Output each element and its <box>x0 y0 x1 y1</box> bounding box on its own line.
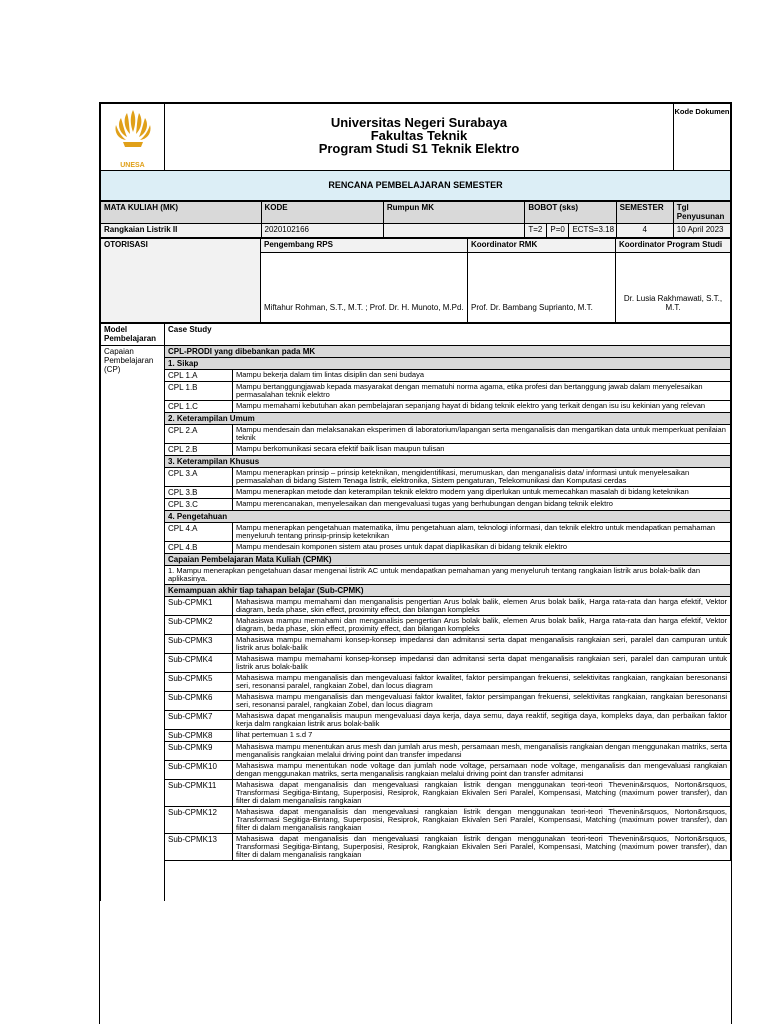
course-name: Rangkaian Listrik II <box>101 224 262 238</box>
item-code: CPL 1.A <box>165 370 233 382</box>
item-code: CPL 3.B <box>165 487 233 499</box>
item-code: Sub-CPMK7 <box>165 711 233 730</box>
subcpmk-row <box>101 742 731 761</box>
item-text: Mahasiswa dapat menganalisis dan mengevaluasi rangkaian listrik dengan menggunakan teori-teori Thevenin&rsquos, Norton&rsquos, Transformasi Segitiga-Bintang, Superposisi, Resiprok, Rangkaian Ekivalen Seri Paralel, Kompensasi, Matching (maximum power transfer), dan filter di dalam menganalisis rangkaian <box>233 834 731 861</box>
unesa-logo <box>101 104 165 171</box>
course-t: T=2 <box>525 224 547 238</box>
item-code: Sub-CPMK13 <box>165 834 233 861</box>
cpl-row <box>101 382 731 401</box>
item-text: Mampu merencanakan, menyelesaikan dan mengevaluasi tugas yang berhubungan dengan bidang teknik elektro <box>233 499 731 511</box>
cpl-row <box>101 370 731 382</box>
item-text: lihat pertemuan 1 s.d 7 <box>233 730 731 742</box>
item-code: Sub-CPMK8 <box>165 730 233 742</box>
document-header <box>100 103 731 201</box>
semester-header: SEMESTER <box>616 202 673 224</box>
model-label: Model Pembelajaran <box>101 324 165 346</box>
cpl-row <box>101 444 731 456</box>
kaprodi-name: Dr. Lusia Rakhmawati, S.T., M.T. <box>616 253 731 323</box>
cpl-group-heading: 1. Sikap <box>165 358 731 370</box>
subcpmk-row <box>101 654 731 673</box>
item-code: Sub-CPMK10 <box>165 761 233 780</box>
item-text: Mampu bertanggungjawab kepada masyarakat dengan mematuhi norma agama, etika profesi dan bertanggung jawab dalam menyelesaikan permasalahan teknik elektro <box>233 382 731 401</box>
university-name: Universitas Negeri Surabaya <box>330 115 508 130</box>
course-code: 2020102166 <box>261 224 383 238</box>
pengembang-name: Miftahur Rohman, S.T., M.T. ; Prof. Dr. H. Munoto, M.Pd. <box>261 253 468 323</box>
item-text: Mahasiswa dapat menganalisis dan mengevaluasi rangkaian listrik dengan menggunakan teori-teori Thevenin&rsquos, Norton&rsquos, Transformasi Segitiga-Bintang, Superposisi, Resiprok, Rangkaian Ekivalen Seri Paralel, Kompensasi, Matching (maximum power transfer), dan filter di dalam menganalisis rangkaian <box>233 807 731 834</box>
cpl-row <box>101 523 731 542</box>
item-code: CPL 3.A <box>165 468 233 487</box>
item-code: CPL 1.C <box>165 401 233 413</box>
item-code: CPL 1.B <box>165 382 233 401</box>
cpl-row <box>101 468 731 487</box>
subcpmk-row <box>101 834 731 861</box>
item-code: Sub-CPMK5 <box>165 673 233 692</box>
cpl-group-heading: 4. Pengetahuan <box>165 511 731 523</box>
course-ects: ECTS=3.18 <box>569 224 616 238</box>
otorisasi-table <box>100 238 731 323</box>
subcpmk-row <box>101 780 731 807</box>
rumpun-header: Rumpun MK <box>383 202 524 224</box>
course-semester: 4 <box>616 224 673 238</box>
item-text: Mahasiswa mampu memahami dan menganalisis pengertian Arus bolak balik, elemen Arus bolak balik, Harga rata-rata dan harga efektif, Vektor diagram, beda phase, skin effect, proximity effect, dan bilangan kompleks <box>233 616 731 635</box>
item-text: Mahasiswa dapat menganalisis dan mengevaluasi rangkaian listrik dengan menggunakan teori-teori Thevenin&rsquos, Norton&rsquos, Transformasi Segitiga-Bintang, Superposisi, Resiprok, Rangkaian Ekivalen Seri Paralel, Kompensasi, Matching (maximum power transfer), dan filter di dalam menganalisis rangkaian <box>233 780 731 807</box>
item-text: Mahasiswa mampu memahami dan menganalisis pengertian Arus bolak balik, elemen Arus bolak balik, Harga rata-rata dan harga efektif, Vektor diagram, beda phase, skin effect, proximity effect, dan bilangan kompleks <box>233 597 731 616</box>
item-code: Sub-CPMK3 <box>165 635 233 654</box>
cpmk-heading: Capaian Pembelajaran Mata Kuliah (CPMK) <box>165 554 731 566</box>
cpl-prodi-heading: CPL-PRODI yang dibebankan pada MK <box>165 346 731 358</box>
item-text: Mampu menerapkan pengetahuan matematika, ilmu pengetahuan alam, teknologi informasi, dan teknik elektro untuk mendapatkan pemahaman menyeluruh tentang prinsip-prinsip keteknikan <box>233 523 731 542</box>
subcpmk-row <box>101 597 731 616</box>
course-rumpun <box>383 224 524 238</box>
item-code: CPL 4.A <box>165 523 233 542</box>
item-text: Mahasiswa mampu memahami konsep-konsep impedansi dan admitansi serta dapat menganalisis rangkaian seri, paralel dan campuran untuk listrik arus bolak-balik <box>233 635 731 654</box>
course-p: P=0 <box>547 224 569 238</box>
cpl-group-heading: 2. Keterampilan Umum <box>165 413 731 425</box>
cpmk-text: 1. Mampu menerapkan pengetahuan dasar mengenai listrik AC untuk mendapatkan pemahaman yang menyeluruh tentang rangkaian listrik arus bolak-balik dan aplikasinya. <box>165 566 731 585</box>
item-text: Mampu berkomunikasi secara efektif baik lisan maupun tulisan <box>233 444 731 456</box>
item-text: Mahasiswa mampu menentukan node voltage dan jumlah node voltage, persamaan node voltage, menganalisis dan mengevaluasi rangkaian dengan menggunakan matriks, serta menganalisis rangkaian melalui driving point dan transfer admitansi <box>233 761 731 780</box>
kode-header: KODE <box>261 202 383 224</box>
item-code: CPL 2.A <box>165 425 233 444</box>
empty-row <box>165 861 731 901</box>
item-text: Mampu bekerja dalam tim lintas disiplin dan seni budaya <box>233 370 731 382</box>
item-text: Mahasiswa mampu menentukan arus mesh dan jumlah arus mesh, persamaan mesh, menganalisis rangkaian dengan menggunakan matriks, serta menganalisis rangkaian melalui driving point dan transfer impedansi <box>233 742 731 761</box>
item-code: Sub-CPMK2 <box>165 616 233 635</box>
item-text: Mampu menerapkan prinsip – prinsip keteknikan, mengidentifikasi, merumuskan, dan menganalisis data/ informasi untuk menyelesaikan permasalahan di bidang Sistem Tenaga listrik, elektronika, Sistem pengaturan, Telekomunikasi dan Komputasi cerdas <box>233 468 731 487</box>
subcpmk-row <box>101 673 731 692</box>
item-text: Mampu mendesain dan melaksanakan eksperimen di laboratorium/lapangan serta menganalisis dan mengartikan data untuk memperkuat penilaian teknik <box>233 425 731 444</box>
item-code: Sub-CPMK11 <box>165 780 233 807</box>
course-date: 10 April 2023 <box>673 224 730 238</box>
koordinator-name: Prof. Dr. Bambang Suprianto, M.T. <box>468 253 616 323</box>
subcpmk-row <box>101 635 731 654</box>
bobot-header: BOBOT (sks) <box>525 202 616 224</box>
item-code: CPL 4.B <box>165 542 233 554</box>
item-text: Mahasiswa dapat menganalisis maupun mengevaluasi daya kerja, daya semu, daya reaktif, segitiga daya, kompleks daya, dan perbaikan faktor kerja dalm rangkaian listrik arus bolak-balik <box>233 711 731 730</box>
item-text: Mahasiswa mampu menganalisis dan mengevaluasi faktor kwalitet, faktor persimpangan frekuensi, selektivitas rangkaian, rangkaian beresonansi seri, resonansi paralel, rangkaian Zobel, dan locus diagram <box>233 673 731 692</box>
subcpmk-row <box>101 616 731 635</box>
course-info-table <box>100 201 731 238</box>
item-code: Sub-CPMK6 <box>165 692 233 711</box>
subcpmk-row <box>101 692 731 711</box>
rps-document <box>99 102 732 1024</box>
subcpmk-row <box>101 807 731 834</box>
cpl-row <box>101 401 731 413</box>
item-code: CPL 3.C <box>165 499 233 511</box>
subcpmk-row <box>101 730 731 742</box>
subcpmk-row <box>101 761 731 780</box>
cpl-row <box>101 542 731 554</box>
item-text: Mahasiswa mampu memahami konsep-konsep impedansi dan admitansi serta dapat menganalisis rangkaian seri, paralel dan campuran untuk listrik arus bolak-balik <box>233 654 731 673</box>
item-code: Sub-CPMK4 <box>165 654 233 673</box>
rps-title: RENCANA PEMBELAJARAN SEMESTER <box>101 171 731 201</box>
kaprodi-label: Koordinator Program Studi <box>616 239 731 253</box>
tgl-header: Tgl Penyusunan <box>673 202 730 224</box>
item-text: Mampu memahami kebutuhan akan pembelajaran sepanjang hayat di bidang teknik elektro yang terkait dengan isu isu kekinian yang relevan <box>233 401 731 413</box>
otorisasi-label: OTORISASI <box>101 239 261 323</box>
subcpmk-row <box>101 711 731 730</box>
cp-table <box>100 323 731 901</box>
model-value: Case Study <box>165 324 731 346</box>
logo-text: UNESA <box>120 161 145 169</box>
pengembang-label: Pengembang RPS <box>261 239 468 253</box>
institution-title <box>165 104 674 171</box>
program-name: Program Studi S1 Teknik Elektro <box>318 141 520 156</box>
cpl-group-heading: 3. Keterampilan Khusus <box>165 456 731 468</box>
cpl-row <box>101 499 731 511</box>
item-text: Mahasiswa mampu menganalisis dan mengevaluasi faktor kwalitet, faktor persimpangan frekuensi, selektivitas rangkaian, rangkaian beresonansi seri, resonansi paralel, rangkaian Zobel, dan locus diagram <box>233 692 731 711</box>
item-code: Sub-CPMK1 <box>165 597 233 616</box>
kode-dokumen: Kode Dokumen <box>674 104 731 171</box>
item-code: Sub-CPMK9 <box>165 742 233 761</box>
koordinator-label: Koordinator RMK <box>468 239 616 253</box>
item-code: Sub-CPMK12 <box>165 807 233 834</box>
faculty-name: Fakultas Teknik <box>370 128 468 143</box>
mk-header: MATA KULIAH (MK) <box>101 202 262 224</box>
unesa-emblem-icon <box>111 106 155 162</box>
cp-label: Capaian Pembelajaran (CP) <box>101 346 165 901</box>
subcpmk-heading: Kemampuan akhir tiap tahapan belajar (Sub-CPMK) <box>165 585 731 597</box>
item-text: Mampu menerapkan metode dan keterampilan teknik elektro modern yang diperlukan untuk memecahkan masalah di bidang keteknikan <box>233 487 731 499</box>
item-code: CPL 2.B <box>165 444 233 456</box>
cpl-row <box>101 487 731 499</box>
cpl-row <box>101 425 731 444</box>
item-text: Mampu mendesain komponen sistem atau proses untuk dapat diaplikasikan di bidang teknik elektro <box>233 542 731 554</box>
